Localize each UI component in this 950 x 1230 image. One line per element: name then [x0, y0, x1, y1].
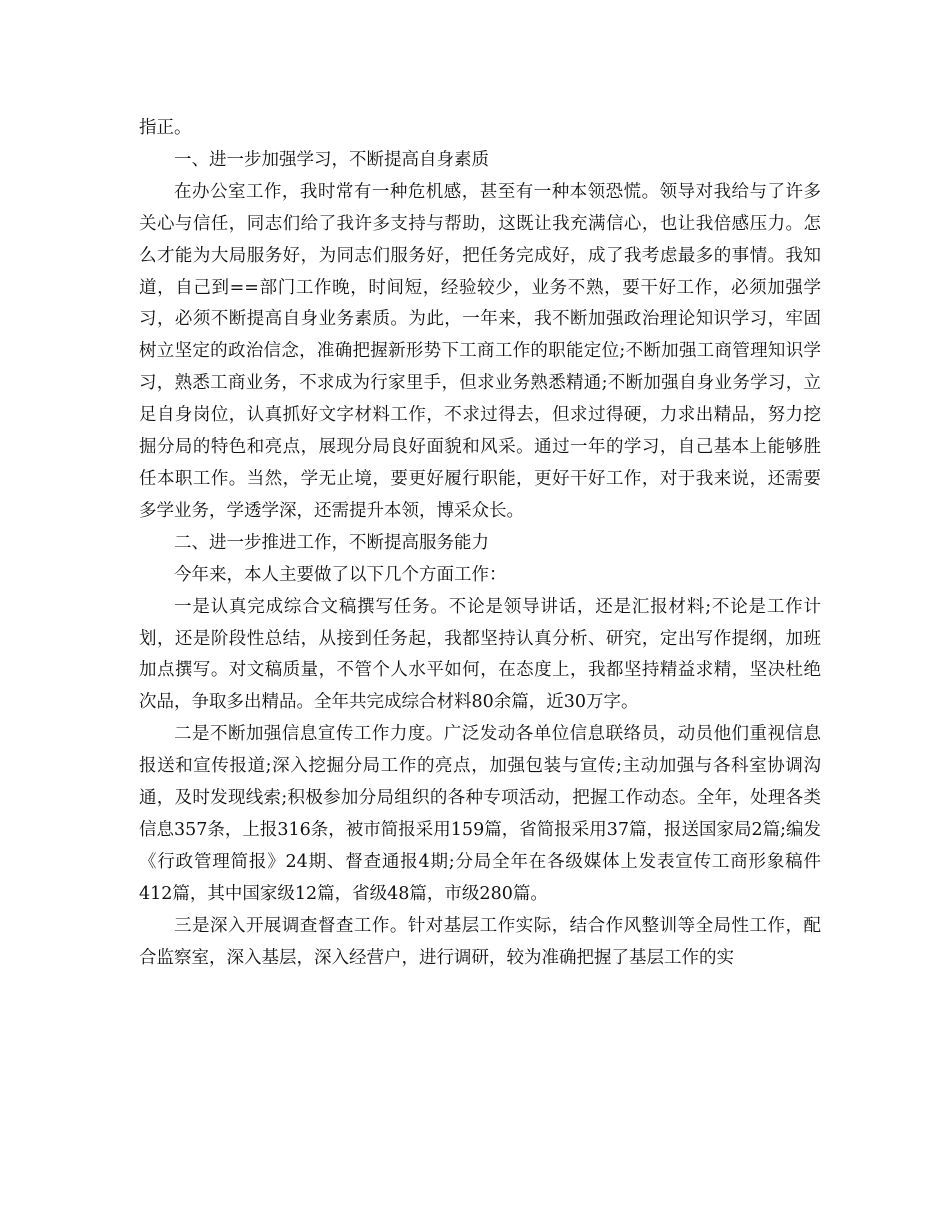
paragraph-publicity: 二是不断加强信息宣传工作力度。广泛发动各单位信息联络员，动员他们重视信息报送和宣传报道;深入挖掘分局工作的亮点，加强包装与宣传;主动加强与各科室协调沟通，及时发现线索;积极参加分局组织的各种专项活动，把握工作动态。全年，处理各类信息357条，上报316条，被市简报采用159篇，省简报采用37篇，报送国家局2篇;编发《行政管理简报》24期、督查通报4期;分局全年在各级媒体上发表宣传工商形象稿件412篇，其中国家级12篇，省级48篇，市级280篇。 — [139, 724, 822, 904]
paragraph-work-intro: 今年来，本人主要做了以下几个方面工作： — [174, 564, 507, 585]
section-heading-study: 一、进一步加强学习，不断提高自身素质 — [174, 149, 489, 170]
paragraph-study: 在办公室工作，我时常有一种危机感，甚至有一种本领恐慌。领导对我给与了许多关心与信任，同志们给了我许多支持与帮助，这既让我充满信心，也让我倍感压力。怎么才能为大局服务好，为同志们服务好，把任务完成好，成了我考虑最多的事情。我知道，自己到==部门工作晚，时间短，经验较少，业务不熟，要干好工作，必须加强学习，必须不断提高自身业务素质。为此，一年来，我不断加强政治理论知识学习，牢固树立坚定的政治信念，准确把握新形势下工商工作的职能定位;不断加强工商管理知识学习，熟悉工商业务，不求成为行家里手，但求业务熟悉精通;不断加强自身业务学习，立足自身岗位，认真抓好文字材料工作，不求过得去，但求过得硬，力求出精品，努力挖掘分局的特色和亮点，展现分局良好面貌和风采。通过一年的学习，自己基本上能够胜任本职工作。当然，学无止境，要更好履行职能，更好干好工作，对于我来说，还需要多学业务，学透学深，还需提升本领，博采众长。 — [139, 181, 821, 521]
paragraph-investigation: 三是深入开展调查督查工作。针对基层工作实际，结合作风整训等全局性工作，配合监察室，深入基层，深入经营户，进行调研，较为准确把握了基层工作的实 — [139, 915, 821, 968]
paragraph-drafting: 一是认真完成综合文稿撰写任务。不论是领导讲话，还是汇报材料;不论是工作计划，还是阶段性总结，从接到任务起，我都坚持认真分析、研究，定出写作提纲，加班加点撰写。对文稿质量，不管个人水平如何，在态度上，我都坚持精益求精，坚决杜绝次品，争取多出精品。全年共完成综合材料80余篇，近30万字。 — [139, 596, 821, 713]
document-body — [139, 113, 821, 974]
paragraph-continuation: 指正。 — [139, 118, 192, 138]
section-heading-work: 二、进一步推进工作，不断提高服务能力 — [174, 532, 489, 553]
